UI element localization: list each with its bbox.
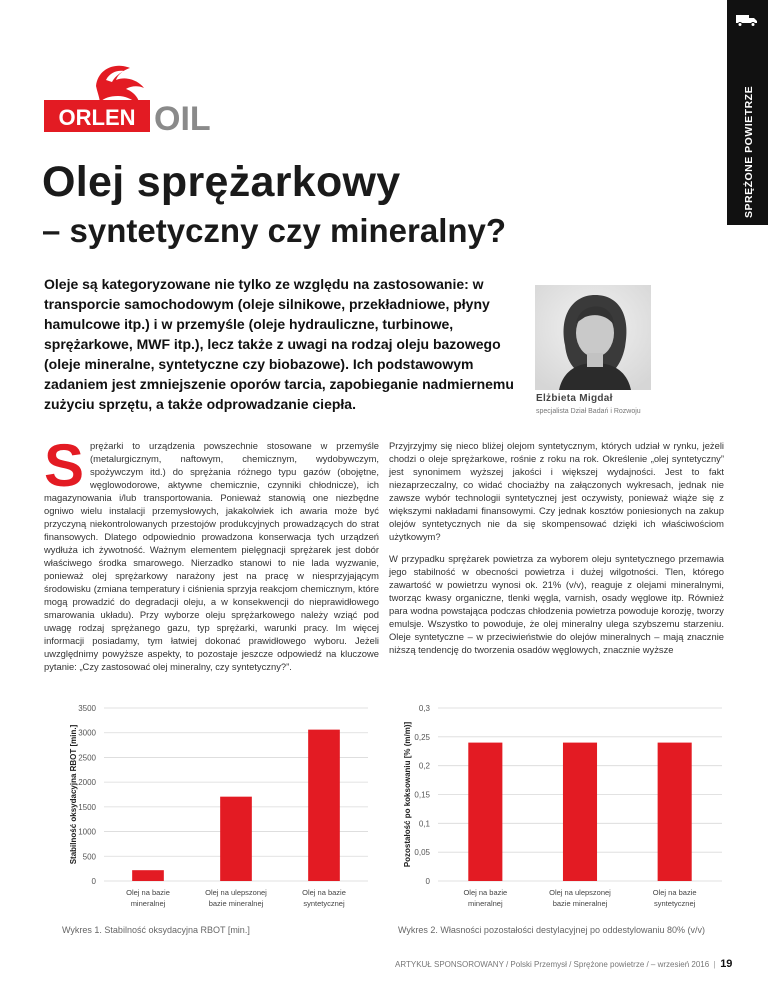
body-paragraph: Sprężarki to urządzenia powszechnie stosowane w przemyśle (metalurgicznym, naftowym, chemicznym, wydobywczym, spożywczym itd.) do sprężania różnego typu gazów (obojętne, węglowodorowe, aktywne chemicznie, czynniki chłodnicze), ich magazynowania i/lub transportowania. Ponieważ stanowią one niezbędne ogniwo wielu instalacji przemysłowych, jakakolwiek ich awaria może być przyczyną niekontrolowanych przestojów produkcyjnych prowadzących do strat finansowych. Dlatego odpowiednio prowadzona konserwacja tych urządzeń wydłuża ich żywotność. Ważnym elementem pielęgnacji sprężarek jest dobór właściwego środka smarowego. Nierzadko stanowi to nie lada wyzwanie, ponieważ olej sprężarkowy narażony jest na pracę w niesprzyjającym środowisku (zmiana temperatury i ciśnienia sprzyja reakcjom chemicznym, które mogą prowadzić do degradacji oleju, a w konsekwencji do nieprawidłowego smarowania układu). Przy wyborze oleju sprężarkowego należy wziąć pod uwagę rodzaj sprężanego gazu, typ sprężarki, warunki pracy. Im więcej informacji posiadamy, tym łatwiej dokonać prawidłowego wyboru. Jeżeli uwzględnimy powyższe aspekty, to pozostaje jeszcze odpowiedź na kluczowe pytanie: „Czy zastosować olej mineralny, czy syntetyczny?”.: [44, 432, 379, 672]
logo-brand: ORLEN: [58, 105, 136, 130]
bar: [658, 743, 692, 881]
chart-coking-residue: [392, 698, 728, 923]
chart-rbot: [44, 698, 374, 923]
orlen-oil-logo: [44, 58, 234, 134]
body-column-left: [44, 432, 379, 682]
bar: [468, 743, 502, 881]
footer-text: ARTYKUŁ SPONSOROWANY / Polski Przemysł / Sprężone powietrze / – wrzesień 2016: [395, 960, 710, 969]
logo-suffix: OIL: [154, 100, 211, 134]
x-tick-label: Olej na bazie mineralnej: [126, 888, 170, 908]
body-paragraph: W przypadku sprężarek powietrza za wyborem oleju syntetycznego przemawia jego stabilność w obecności powietrza i dużej wilgotności. Tlen, którego zawartość w powietrzu wynosi ok. 21% (v/v), reaguje z olejami mineralnymi, tworząc kwasy organiczne, tlenki węgla, varnish, osady węglowe itp. Również para wodna powstająca podczas chłodzenia powietrza powoduje korozję, tworzy emulsje. Wszystko to powoduje, że olej mineralny ulega szybszemu starzeniu. Oleje syntetyczne – w przeciwieństwie do olejów mineralnych – mają znacznie niższą tendencję do tworzenia osadów węglowych, znacznie wyższe: [389, 553, 724, 655]
x-tick-label: Olej na bazie mineralnej: [463, 888, 508, 908]
author-role: specjalista Dział Badań i Rozwoju: [536, 408, 641, 415]
x-tick-label: Olej na ulepszonej bazie mineralnej: [205, 888, 267, 908]
section-tab: [727, 0, 768, 225]
y-tick-label: 2500: [78, 753, 96, 763]
y-tick-label: 0,3: [418, 704, 430, 713]
y-tick-label: 0,15: [414, 790, 430, 800]
lead-paragraph: Oleje są kategoryzowane nie tylko ze względu na zastosowanie: w transporcie samochodowym (oleje silnikowe, przekładniowe, płyny hamulcowe itp.) i w przemyśle (oleje hydrauliczne, turbinowe, sprężarkowe, MWF itp.), lecz także z uwagi na rodzaj oleju bazowego (oleje mineralne, syntetyczne czy biobazowe). Ich podstawowym zadaniem jest zmniejszenie oporów tarcia, zapobieganie nadmiernemu zużyciu sprzętu, a także odprowadzanie ciepła.: [44, 276, 514, 412]
y-tick-label: 0,25: [414, 732, 430, 742]
bar: [308, 730, 340, 881]
author-photo: [535, 285, 651, 390]
y-tick-label: 0,2: [418, 761, 430, 771]
y-tick-label: 2000: [78, 778, 96, 788]
y-tick-label: 1000: [78, 827, 96, 837]
chart1-caption: Wykres 1. Stabilność oksydacyjna RBOT [min.]: [62, 925, 250, 935]
page-footer: ARTYKUŁ SPONSOROWANY / Polski Przemysł / Sprężone powietrze / – wrzesień 2016 | 19: [395, 958, 733, 970]
y-tick-label: 0: [91, 877, 96, 886]
y-tick-label: 0: [425, 877, 430, 886]
author-name: Elżbieta Migdał: [536, 393, 613, 404]
y-tick-label: 0,1: [418, 819, 430, 829]
body-paragraph: Przyjrzyjmy się nieco bliżej olejom syntetycznym, których udział w rynku, jeżeli chodzi o oleje sprężarkowe, rośnie z roku na rok. Określenie „olej syntetyczny” jest synonimem wyższej jakości i większej wydajności. Jest to fakt niezaprzeczalny, co widać chociażby na załączonych wykresach, jednak nie zawsze wybór technologii syntetycznej jest oczywisty, ponieważ wiąże się z większymi nakładami finansowymi. Czy jednak kosztów poniesionych na zakup olejów syntetycznych nie da się skompensować dzięki ich właściwościom użytkowym?: [389, 440, 724, 542]
y-tick-label: 1500: [78, 802, 96, 812]
y-tick-label: 3000: [78, 728, 96, 738]
y-tick-label: 500: [82, 852, 96, 862]
y-tick-label: 3500: [78, 704, 96, 713]
x-tick-label: Olej na ulepszonej bazie mineralnej: [549, 888, 611, 908]
bar: [563, 743, 597, 881]
drop-cap: S: [44, 432, 85, 499]
chart2-caption: Wykres 2. Własności pozostałości destylacyjnej po oddestylowaniu 80% (v/v): [398, 925, 706, 935]
truck-icon: [735, 12, 759, 28]
y-axis-title: Stabilność oksydacyjna RBOT [min.]: [69, 724, 78, 865]
x-tick-label: Olej na bazie syntetycznej: [302, 888, 346, 908]
page-title: Olej sprężarkowy: [42, 158, 401, 206]
y-axis-title: Pozostałość po koksowaniu [% (m/m)]: [403, 721, 412, 868]
bar: [220, 797, 252, 881]
bar: [132, 870, 164, 881]
page-subtitle: – syntetyczny czy mineralny?: [42, 212, 507, 249]
y-tick-label: 0,05: [414, 848, 430, 858]
body-column-right: [389, 439, 724, 665]
eagle-icon: [96, 66, 144, 106]
page-number: 19: [720, 958, 733, 970]
section-label: SPRĘŻONE POWIETRZE: [743, 85, 755, 218]
x-tick-label: Olej na bazie syntetycznej: [652, 888, 697, 908]
